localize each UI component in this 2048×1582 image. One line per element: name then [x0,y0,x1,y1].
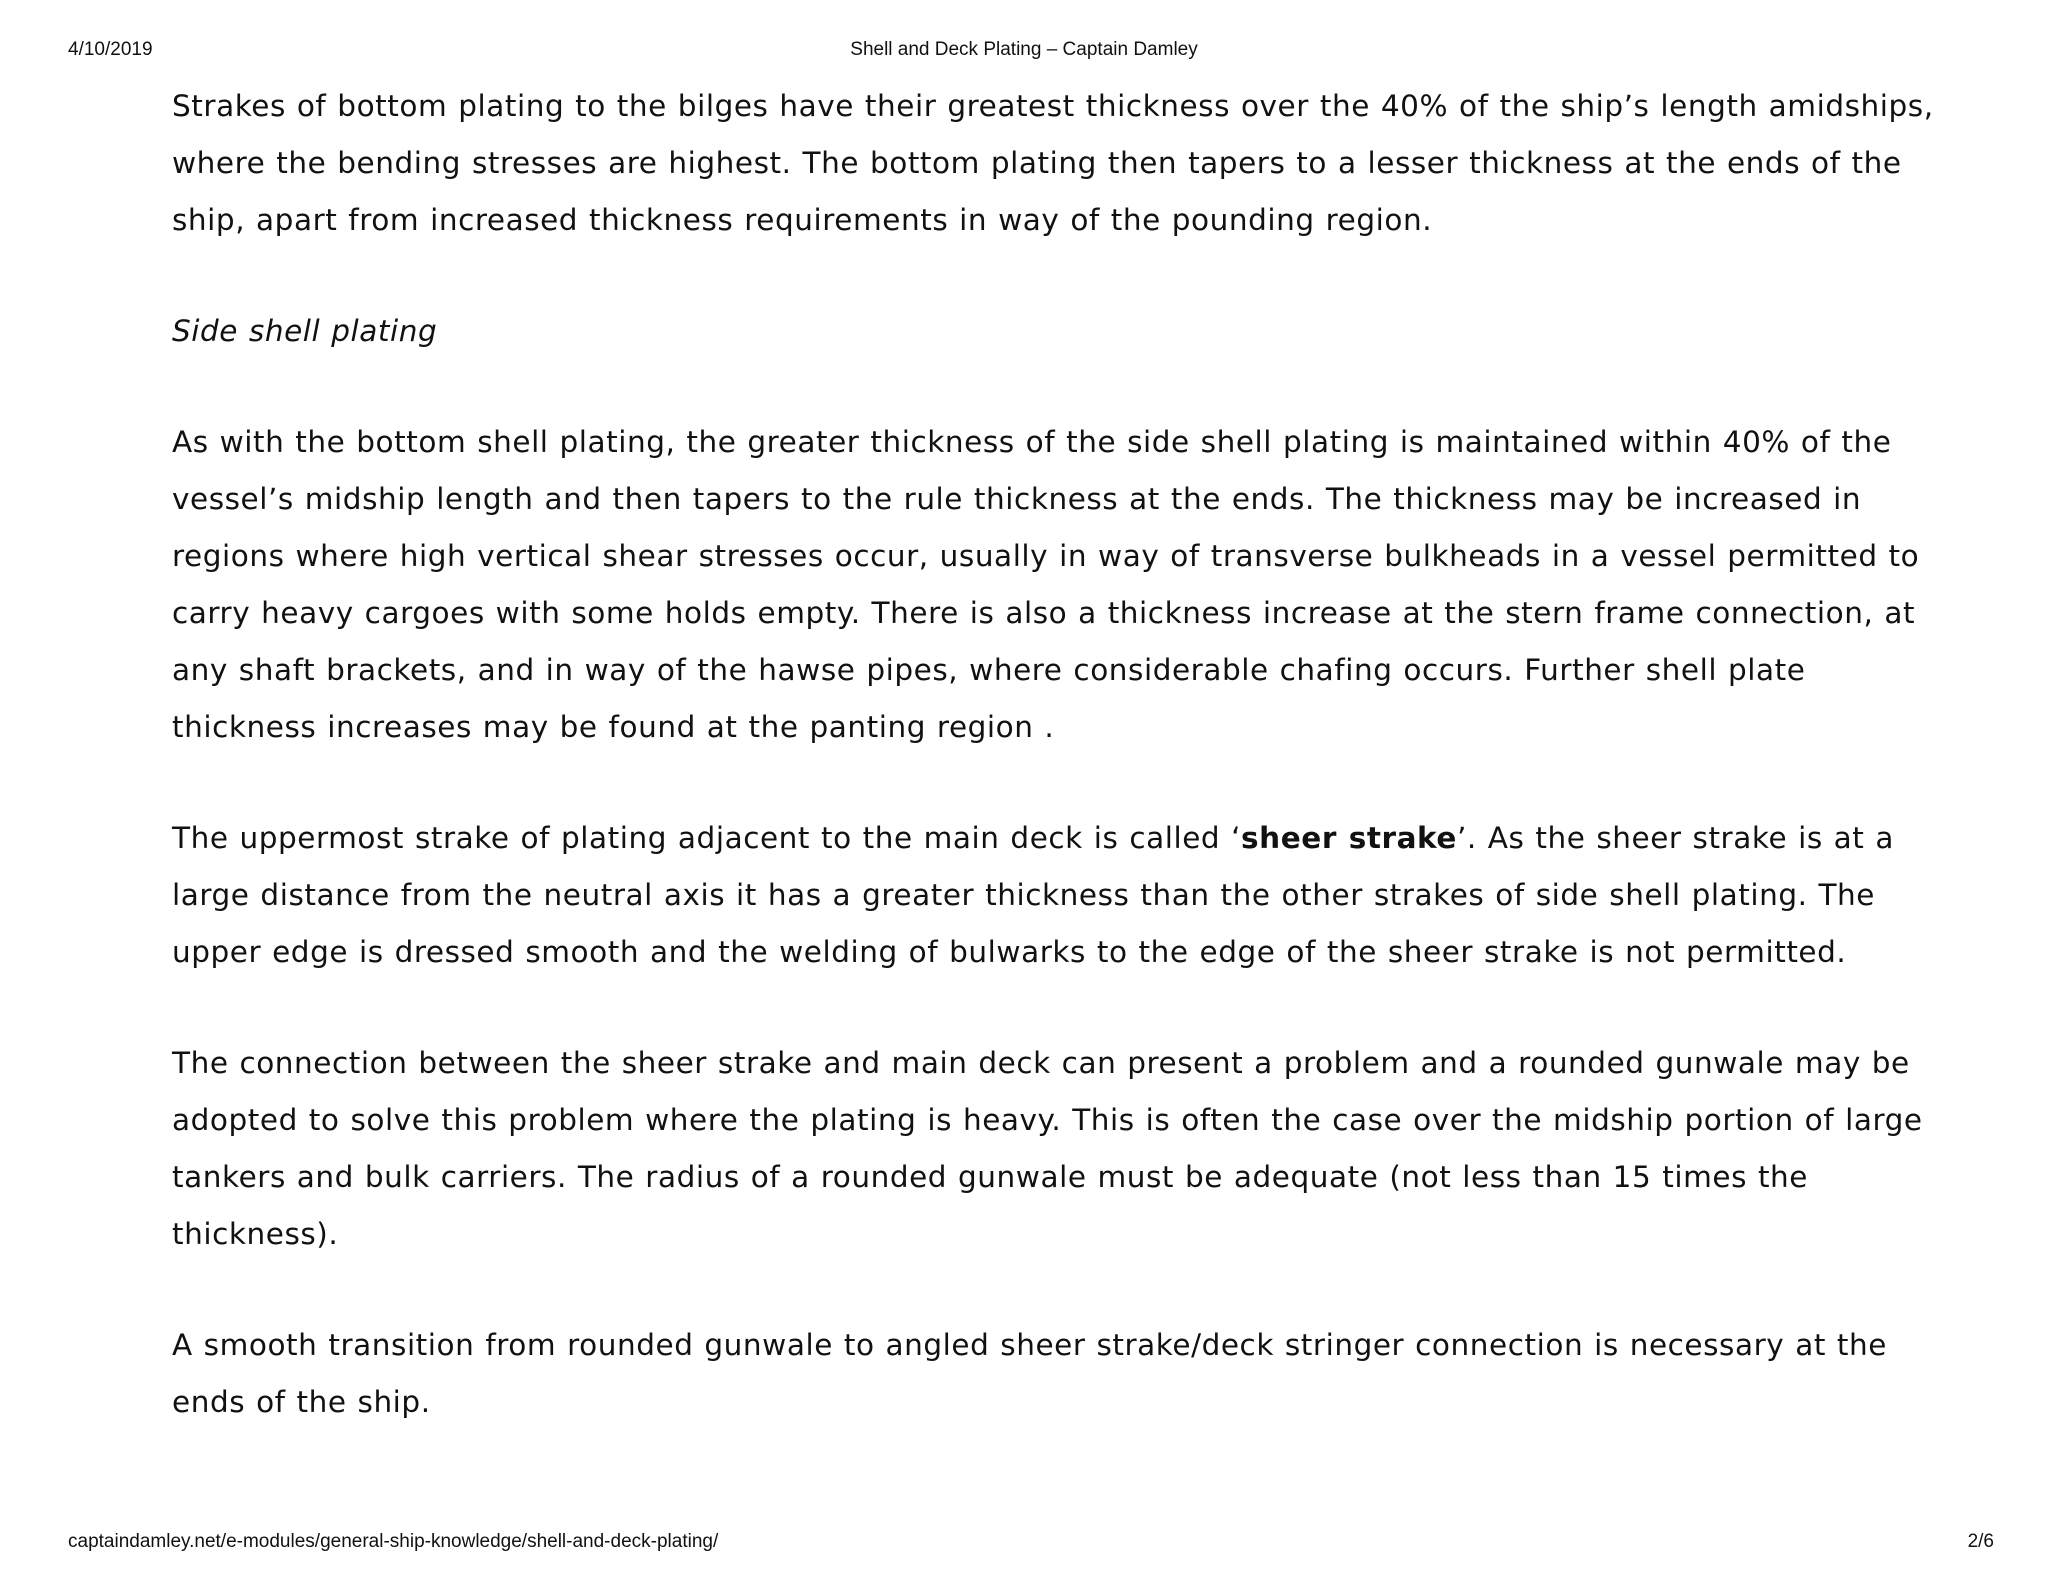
text-line: any shaft brackets, and in way of the hawse pipes, where considerable chafing occurs. Further shell plate [172,653,1806,687]
page-url: captaindamley.net/e-modules/general-ship-knowledge/shell-and-deck-plating/ [68,1531,719,1552]
text-run: ’. As the sheer strake is at a [1457,821,1894,855]
paragraph-transition [172,1317,1932,1431]
heading-text: Side shell plating [172,314,438,348]
page-number: 2/6 [1967,1531,1994,1552]
text-line: upper edge is dressed smooth and the welding of bulwarks to the edge of the sheer strake is not permitted. [172,935,1847,969]
text-line: Strakes of bottom plating to the bilges have their greatest thickness over the 40% of the ship’s length amidships, [172,89,1934,123]
text-line: large distance from the neutral axis it has a greater thickness than the other strakes of side shell plating. The [172,878,1876,912]
print-date: 4/10/2019 [68,39,153,60]
text-run: The uppermost strake of plating adjacent to the main deck is called ‘ [172,821,1242,855]
paragraph-side-shell [172,414,1932,756]
page-title: Shell and Deck Plating – Captain Damley [850,39,1198,60]
text-line [172,810,1932,867]
text-line: regions where high vertical shear stresses occur, usually in way of transverse bulkheads in a vessel permitted to [172,539,1920,573]
text-line: ship, apart from increased thickness requirements in way of the pounding region. [172,203,1433,237]
text-line: tankers and bulk carriers. The radius of a rounded gunwale must be adequate (not less than 15 times the [172,1160,1809,1194]
term-sheer-strake: sheer strake [1241,821,1457,855]
text-line: thickness increases may be found at the panting region . [172,710,1055,744]
text-line: thickness). [172,1217,339,1251]
text-line: ends of the ship. [172,1385,431,1419]
text-line: adopted to solve this problem where the plating is heavy. This is often the case over the midship portion of large [172,1103,1923,1137]
section-heading-side-shell [172,303,1932,360]
text-line: As with the bottom shell plating, the greater thickness of the side shell plating is maintained within 40% of the [172,425,1892,459]
text-line: where the bending stresses are highest. The bottom plating then tapers to a lesser thickness at the ends of the [172,146,1902,180]
paragraph-rounded-gunwale [172,1035,1932,1263]
paragraph-bottom-plating [172,78,1932,249]
text-line: The connection between the sheer strake and main deck can present a problem and a rounded gunwale may be [172,1046,1910,1080]
text-line: vessel’s midship length and then tapers to the rule thickness at the ends. The thickness may be increased in [172,482,1862,516]
text-line: carry heavy cargoes with some holds empty. There is also a thickness increase at the stern frame connection, at [172,596,1916,630]
paragraph-sheer-strake [172,810,1932,981]
article-body [172,78,1932,1485]
text-line: A smooth transition from rounded gunwale to angled sheer strake/deck stringer connection is necessary at the [172,1328,1887,1362]
